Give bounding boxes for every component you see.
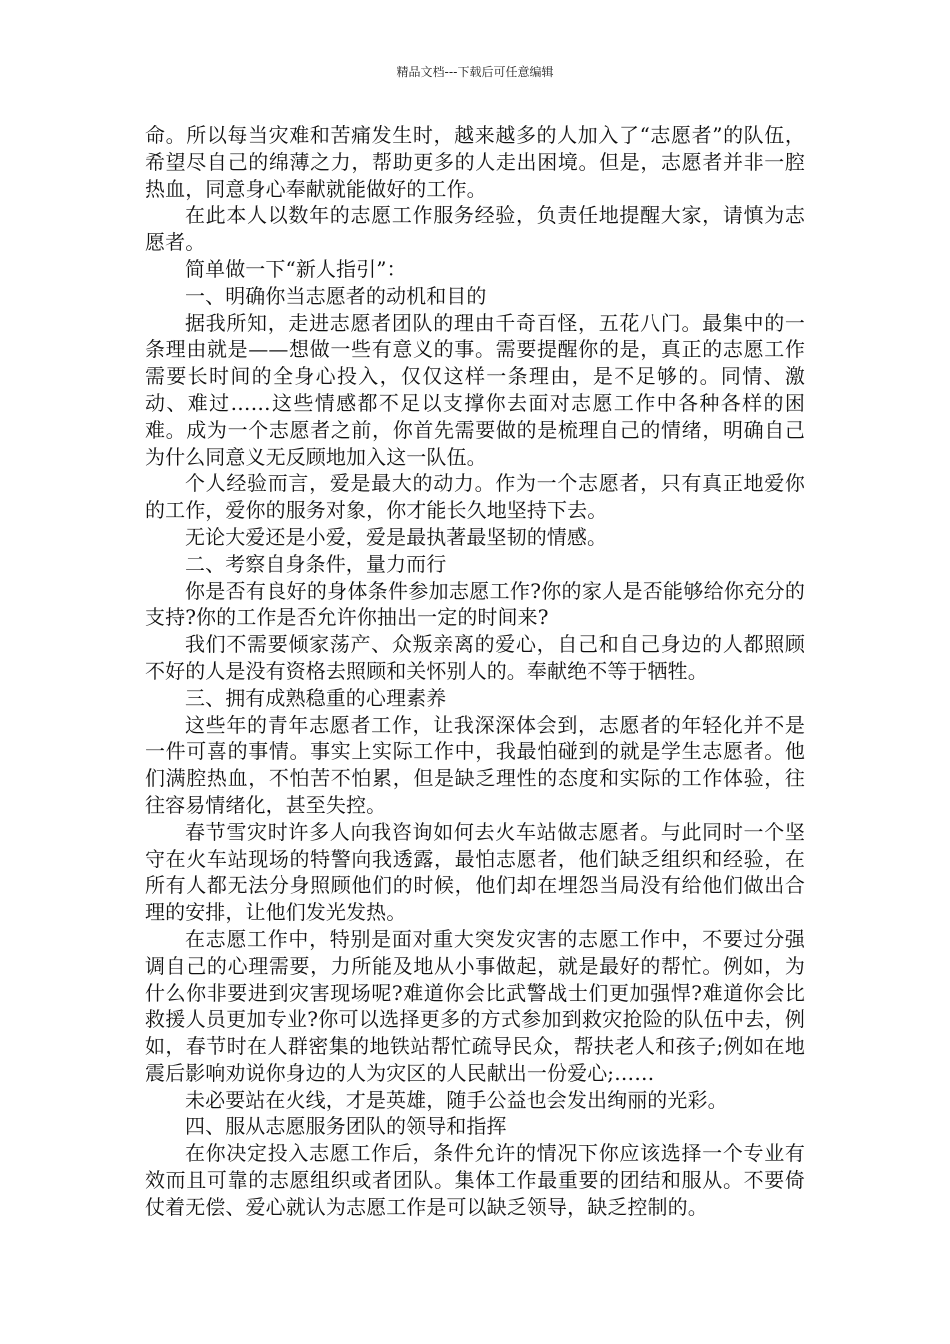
paragraph: 你是否有良好的身体条件参加志愿工作?你的家人是否能够给你充分的支持?你的工作是否允许你抽出一定的时间来?: [145, 578, 805, 630]
section-heading: 三、拥有成熟稳重的心理素养: [185, 685, 447, 710]
paragraph: 这些年的青年志愿者工作，让我深深体会到，志愿者的年轻化并不是一件可喜的事情。事实上实际工作中，我最怕碰到的就是学生志愿者。他们满腔热血，不怕苦不怕累，但是缺乏理性的态度和实际的工作体验，往往容易情绪化，甚至失控。: [145, 712, 805, 817]
paragraph: 我们不需要倾家荡产、众叛亲离的爱心，自己和自己身边的人都照顾不好的人是没有资格去照顾和关怀别人的。奉献绝不等于牺牲。: [145, 632, 805, 683]
paragraph: 据我所知，走进志愿者团队的理由千奇百怪，五花八门。最集中的一条理由就是——想做一些有意义的事。需要提醒你的是，真正的志愿工作需要长时间的全身心投入，仅仅这样一条理由，是不足够的。同情、激动、难过……这些情感都不足以支撑你去面对志愿工作中各种各样的困难。成为一个志愿者之前，你首先需要做的是梳理自己的情绪，明确自己为什么同意义无反顾地加入这一队伍。: [145, 310, 805, 469]
paragraph: 春节雪灾时许多人向我咨询如何去火车站做志愿者。与此同时一个坚守在火车站现场的特警向我透露，最怕志愿者，他们缺乏组织和经验，在所有人都无法分身照顾他们的时候，他们却在埋怨当局没有给他们做出合理的安排，让他们发光发热。: [145, 819, 805, 925]
paragraph: 简单做一下“新人指引”：: [185, 256, 407, 281]
paragraph: 在志愿工作中，特别是面对重大突发灾害的志愿工作中，不要过分强调自己的心理需要，力所能及地从小事做起，就是最好的帮忙。例如，为什么你非要进到灾害现场呢?难道你会比武警战士们更加强悍?难道你会比救援人员更加专业?你可以选择更多的方式参加到救灾抢险的队伍中去，例如，春节时在人群密集的地铁站帮忙疏导民众，帮扶老人和孩子;例如在地震后影响劝说你身边的人为灾区的人民献出一份爱心;……: [145, 926, 805, 1085]
paragraph: 个人经验而言，爱是最大的动力。作为一个志愿者，只有真正地爱你的工作，爱你的服务对象，你才能长久地坚持下去。: [145, 471, 805, 523]
paragraph: 无论大爱还是小爱，爱是最执著最坚韧的情感。: [185, 524, 608, 549]
paragraph: 未必要站在火线，才是英雄，随手公益也会发出绚丽的光彩。: [185, 1087, 728, 1112]
paragraph: 在此本人以数年的志愿工作服务经验，负责任地提醒大家，请慎为志愿者。: [145, 203, 805, 255]
section-heading: 一、明确你当志愿者的动机和目的: [185, 283, 487, 308]
section-heading: 四、服从志愿服务团队的领导和指挥: [185, 1114, 507, 1139]
section-heading: 二、考察自身条件，量力而行: [185, 551, 447, 576]
paragraph: 命。所以每当灾难和苦痛发生时，越来越多的人加入了“志愿者”的队伍，希望尽自己的绵薄之力，帮助更多的人走出困境。但是，志愿者并非一腔热血，同意身心奉献就能做好的工作。: [145, 123, 805, 201]
paragraph: 在你决定投入志愿工作后，条件允许的情况下你应该选择一个专业有效而且可靠的志愿组织或者团队。集体工作最重要的团结和服从。不要倚仗着无偿、爱心就认为志愿工作是可以缺乏领导，缺乏控制的。: [145, 1141, 805, 1219]
page-header: 精品文档---下载后可任意编辑: [396, 65, 554, 79]
document-body: [145, 122, 805, 1221]
